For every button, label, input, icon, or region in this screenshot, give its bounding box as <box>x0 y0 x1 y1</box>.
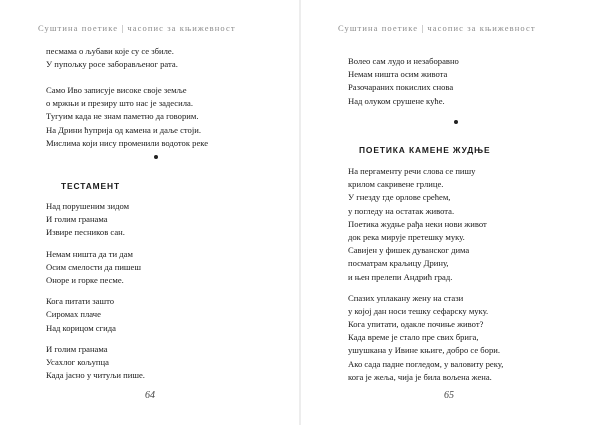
poem-title: ТЕСТАМЕНТ <box>61 181 121 191</box>
text-line: о мржњи и презиру што нас је задесила. <box>46 98 193 109</box>
text-line: Над олуком срушене куће. <box>348 95 445 106</box>
text-line: Тугуим када не знам паметно да говорим. <box>46 111 199 122</box>
text-line: Немам ништа осим живота <box>348 69 448 80</box>
text-line: у погледу на остатак живота. <box>348 205 455 216</box>
text-line: Спазих уплакану жену на стази <box>348 292 464 303</box>
text-line: песмама о љубави које су се збиле. <box>46 46 174 56</box>
text-line: Усахлог кољупца <box>46 356 109 367</box>
section-separator-bullet <box>154 155 158 159</box>
text-line: Над корицом сгида <box>46 322 116 333</box>
text-line: Кога питати зашто <box>46 296 115 307</box>
text-line: Оноре и горке песме. <box>46 274 124 285</box>
text-block-stanza <box>46 84 208 150</box>
text-line: у којој дан носи тешку сефарску муку. <box>348 305 489 316</box>
text-line: Када време је стало пре свих брига, <box>348 332 479 343</box>
section-separator-bullet <box>454 120 458 124</box>
text-line: кога је жеља, чија је била вољена жена. <box>348 371 492 382</box>
text-line: Кога упитати, одакле почиње живот? <box>348 319 484 330</box>
text-line: И голим гранама <box>46 214 108 225</box>
text-line: Ако сада падне погледом, у валовиту реку, <box>348 358 504 369</box>
page-number: 65 <box>444 390 454 401</box>
poem-title: ПОЕТИКА КАМЕНЕ ЖУДЊЕ <box>359 145 491 155</box>
text-line: Осим смелости да пишеш <box>46 261 141 272</box>
text-line: Волео сам лудо и незаборавно <box>348 56 459 66</box>
text-line: крилом сакривене грлице. <box>348 179 444 190</box>
running-head: Суштина поетике | часопис за књижевност <box>38 23 236 33</box>
text-line: Разочараних покислих снова <box>348 82 454 93</box>
text-line: Када јасно у читуљи пише. <box>46 370 145 381</box>
poem-body <box>46 200 145 382</box>
page-number: 64 <box>145 390 155 401</box>
text-line: У гнезду где орлове срећем, <box>348 192 451 203</box>
text-line: и њен прелепи Андрић град. <box>348 271 453 282</box>
text-line: Само Иво записује високе своје земље <box>46 85 187 95</box>
text-block-continuation <box>46 45 178 71</box>
text-line: Савијен у фишек дуванског дима <box>348 245 470 256</box>
text-line: Мислима који нису променили водоток реке <box>46 137 209 148</box>
text-line: На пергаменту речи слова се пишу <box>348 166 476 176</box>
right-page <box>300 0 600 425</box>
text-line: посматрам краљицу Дрину, <box>348 258 449 269</box>
text-line: Немам ништа да ти дам <box>46 248 133 259</box>
text-line: У пупољку росе заборављеног рата. <box>46 59 178 70</box>
text-line: ушушкана у Ивине књиге, добро се бори. <box>348 345 501 356</box>
text-line: Поетика жудње рађа неки нови живот <box>348 218 487 229</box>
text-line: На Дрини ћуприја од камена и даље стоји. <box>46 124 201 135</box>
running-head: Суштина поетике | часопис за књижевност <box>338 23 536 33</box>
text-block-continuation <box>348 55 459 108</box>
text-line: И голим гранама <box>46 343 108 354</box>
text-line: Над порушеним зидом <box>46 201 130 211</box>
text-line: Сиромах плаче <box>46 309 101 320</box>
text-line: док река мирује претешку муку. <box>348 231 465 242</box>
text-line: Извире песников сан. <box>46 227 125 238</box>
poem-body <box>348 165 503 384</box>
